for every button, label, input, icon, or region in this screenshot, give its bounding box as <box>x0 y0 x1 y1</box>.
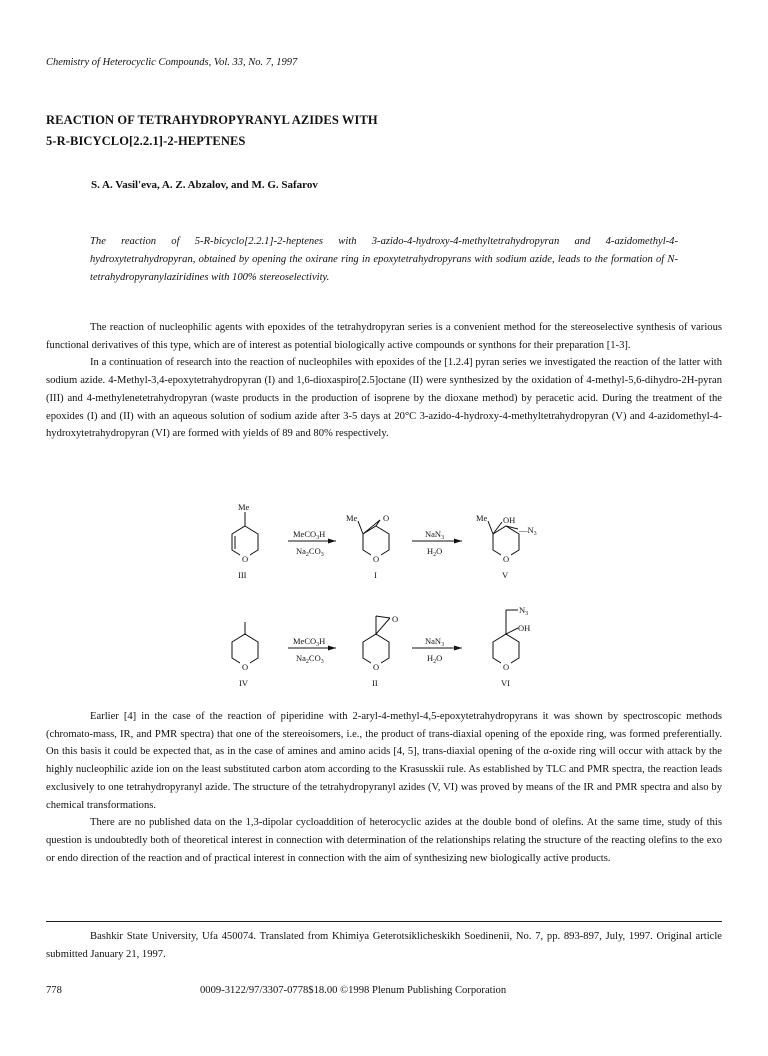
authors: S. A. Vasil'eva, A. Z. Abzalov, and M. G. Safarov <box>91 179 318 191</box>
epoxide-oxygen-label: O <box>383 513 390 523</box>
article-title <box>46 110 378 152</box>
compound-label-I: I <box>374 570 377 580</box>
compound-label-V: V <box>502 570 509 580</box>
reagent-azide-label: NaN$_3$ <box>425 636 445 648</box>
body-text-before-scheme <box>46 319 722 443</box>
affiliation-footnote <box>46 928 722 963</box>
ring-oxygen-label: O <box>373 662 380 672</box>
page-number: 778 <box>46 985 62 996</box>
methyl-label: Me <box>346 513 358 523</box>
hydroxyl-label: OH <box>518 623 531 633</box>
compound-label-II: II <box>372 678 378 688</box>
ring-oxygen-label: O <box>503 554 510 564</box>
paragraph: There are no published data on the 1,3-dipolar cycloaddition of heterocyclic azides at the double bond of olefins. At the same time, study of this question is undoubtedly both of theoretical interest in connection with determination of the relationships relating the structure of the reacting olefins to the exo or endo direction of the reaction and of practical interest in connection with the aim of synthesizing new biologically active products. <box>46 817 722 864</box>
compound-label-III: III <box>238 570 247 580</box>
title-line-2: 5-R-BICYCLO[2.2.1]-2-HEPTENES <box>46 134 246 148</box>
compound-I-structure <box>358 520 389 558</box>
reagent-carbonate-label: $Na_2CO_3$ <box>296 653 324 665</box>
compound-label-VI: VI <box>501 678 510 688</box>
methyl-label: Me <box>476 513 488 523</box>
methyl-label: Me <box>238 502 250 512</box>
reagent-peracid-label: MeCO$_3$H <box>293 636 326 648</box>
azide-label: $N_3$ <box>519 605 529 617</box>
compound-II-structure <box>363 616 390 666</box>
reagent-water-label: $H_2O$ <box>427 546 443 558</box>
abstract: The reaction of 5-R-bicyclo[2.2.1]-2-heptenes with 3-azido-4-hydroxy-4-methyltetrahydropyran and 4-azidomethyl-4-hydroxytetrahydropyran, obtained by opening the oxirane ring in epoxytetrahydropyrans with sodium azide, leads to the formation of N-tetrahydropyranylaziridines with 100% stereoselectivity. <box>90 236 678 283</box>
footnote-text: Bashkir State University, Ufa 450074. Translated from Khimiya Geterotsiklicheskikh Soedinenii, No. 7, pp. 893-897, July, 1997. Original article submitted January 21, 1997. <box>46 931 722 960</box>
compound-V-structure <box>488 521 519 558</box>
compound-III-structure <box>232 512 258 558</box>
journal-header: Chemistry of Heterocyclic Compounds, Vol. 33, No. 7, 1997 <box>46 57 298 68</box>
ring-oxygen-label: O <box>503 662 510 672</box>
azide-label: $—N_3$ <box>519 525 537 537</box>
compound-IV-structure <box>232 622 258 666</box>
paragraph: The reaction of nucleophilic agents with epoxides of the tetrahydropyran series is a convenient method for the stereoselective synthesis of various functional derivatives of this type, which are of interest as potential biologically active compounds or synthons for their preparation [1-3]. <box>46 322 722 351</box>
ring-oxygen-label: O <box>242 554 249 564</box>
compound-label-IV: IV <box>239 678 248 688</box>
copyright-line: 0009-3122/97/3307-0778$18.00 ©1998 Plenum Publishing Corporation <box>200 985 507 996</box>
compound-VI-structure <box>493 610 519 666</box>
footnote-divider <box>46 921 722 922</box>
ring-oxygen-label: O <box>242 662 249 672</box>
reagent-azide-label: NaN$_3$ <box>425 529 445 541</box>
reagent-water-label: $H_2O$ <box>427 653 443 665</box>
paragraph: Earlier [4] in the case of the reaction of piperidine with 2-aryl-4-methyl-4,5-epoxytetrahydropyrans it was shown by spectroscopic methods (chromato-mass, IR, and PMR spectra) that one of the stereoisomers, i.e., the product of trans-diaxial opening of the epoxide ring, was formed preferentially. On this basis it could be expected that, as in the case of amines and amino acids [4, 5], trans-diaxial opening of the α-oxide ring will occur with attack by the highly nucleophilic azide ion on the least substituted carbon atom according to the Krasusskii rule. As established by TLC and PMR spectra, the reaction leads exclusively to one tetrahydropyranyl azide. The structure of the tetrahydropyranyl azides (V, VI) was proved by means of the IR and PMR spectra and also by chemical transformations. <box>46 711 722 811</box>
epoxide-oxygen-label: O <box>392 614 399 624</box>
paragraph: In a continuation of research into the reaction of nucleophiles with epoxides of the [1.2.4] pyran series we investigated the reaction of the latter with sodium azide. 4-Methyl-3,4-epoxytetrahydropyran (I) and 1,6-dioxaspiro[2.5]octane (II) were synthesized by the oxidation of 4-methyl-5,6-dihydro-2H-pyran (III) and 4-methylenetetrahydropyran (waste products in the production of isoprene by the dioxane method) by peracetic acid. During the treatment of the epoxides (I) and (II) with an aqueous solution of sodium azide after 3-5 days at 20°C 3-azido-4-hydroxy-4-methyltetrahydropyran (V) and 4-azidomethyl-4-hydroxytetrahydropyran (VI) are formed with yields of 89 and 80% respectively. <box>46 357 722 440</box>
reagent-carbonate-label: $Na_2CO_3$ <box>296 546 324 558</box>
body-text-after-scheme <box>46 708 722 867</box>
hydroxyl-label: OH <box>503 515 516 525</box>
reagent-peracid-label: MeCO$_3$H <box>293 529 326 541</box>
reaction-scheme <box>200 498 570 694</box>
ring-oxygen-label: O <box>373 554 380 564</box>
title-line-1: REACTION OF TETRAHYDROPYRANYL AZIDES WITH <box>46 113 378 127</box>
